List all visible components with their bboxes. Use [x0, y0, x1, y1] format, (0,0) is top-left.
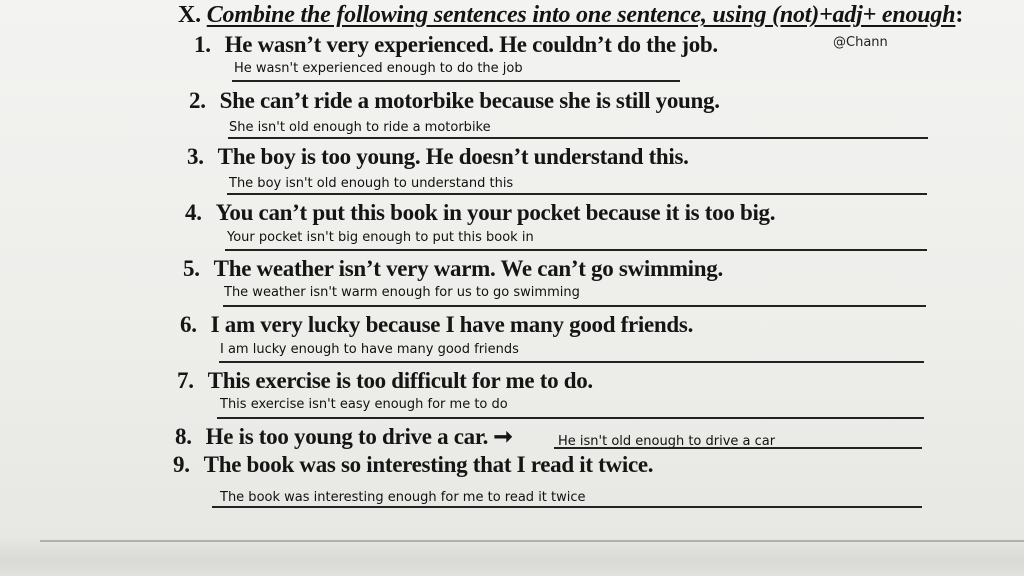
answer-line-3 — [227, 193, 927, 195]
question-6 — [180, 312, 693, 338]
exercise-label: X. — [178, 2, 201, 28]
question-9 — [173, 452, 653, 478]
answer-line-5 — [223, 305, 926, 307]
question-5 — [183, 256, 723, 282]
answer-2: She isn't old enough to ride a motorbike — [229, 120, 491, 135]
question-number: 7. — [177, 368, 194, 393]
answer-5: The weather isn't warm enough for us to go swimming — [224, 285, 580, 300]
answer-line-6 — [219, 361, 924, 363]
question-number: 9. — [173, 452, 190, 477]
answer-1: He wasn't experienced enough to do the job — [234, 61, 523, 76]
answer-6: I am lucky enough to have many good friends — [220, 342, 519, 357]
heading-colon: : — [955, 2, 964, 28]
answer-line-1 — [232, 80, 680, 82]
answer-8: He isn't old enough to drive a car — [558, 434, 776, 449]
page-shadow — [0, 536, 1024, 576]
answer-line-9 — [212, 506, 922, 508]
question-number: 4. — [185, 200, 202, 225]
answer-line-2 — [228, 137, 928, 139]
question-text: The weather isn’t very warm. We can’t go swimming. — [213, 256, 723, 281]
question-8 — [175, 424, 513, 450]
question-text: The book was so interesting that I read it twice. — [203, 452, 654, 477]
question-text: This exercise is too difficult for me to do. — [207, 368, 593, 393]
question-text: She can’t ride a motorbike because she is still young. — [219, 88, 720, 113]
question-number: 5. — [183, 256, 200, 281]
answer-3: The boy isn't old enough to understand this — [229, 176, 514, 191]
question-text: The boy is too young. He doesn’t understand this. — [217, 144, 689, 169]
question-number: 1. — [194, 32, 211, 57]
question-number: 8. — [175, 424, 192, 449]
question-number: 3. — [187, 144, 204, 169]
exercise-heading — [178, 2, 963, 29]
answer-line-8 — [554, 447, 922, 449]
answer-9: The book was interesting enough for me to read it twice — [220, 490, 586, 505]
question-number: 2. — [189, 88, 206, 113]
question-2 — [189, 88, 720, 114]
answer-line-4 — [225, 249, 927, 251]
question-text: He is too young to drive a car. ➞ — [205, 424, 513, 449]
question-number: 6. — [180, 312, 197, 337]
answer-4: Your pocket isn't big enough to put this book in — [227, 230, 534, 245]
question-3 — [187, 144, 689, 170]
question-1 — [194, 32, 718, 58]
question-text: I am very lucky because I have many good friends. — [210, 312, 694, 337]
answer-7: This exercise isn't easy enough for me to do — [220, 397, 508, 412]
question-text: He wasn’t very experienced. He couldn’t do the job. — [224, 32, 718, 57]
author-watermark: @Chann — [833, 35, 888, 50]
question-7 — [177, 368, 593, 394]
question-text: You can’t put this book in your pocket because it is too big. — [215, 200, 776, 225]
exercise-instruction: Combine the following sentences into one sentence, using (not)+adj+ enough — [206, 2, 956, 28]
question-4 — [185, 200, 775, 226]
answer-line-7 — [217, 417, 924, 419]
